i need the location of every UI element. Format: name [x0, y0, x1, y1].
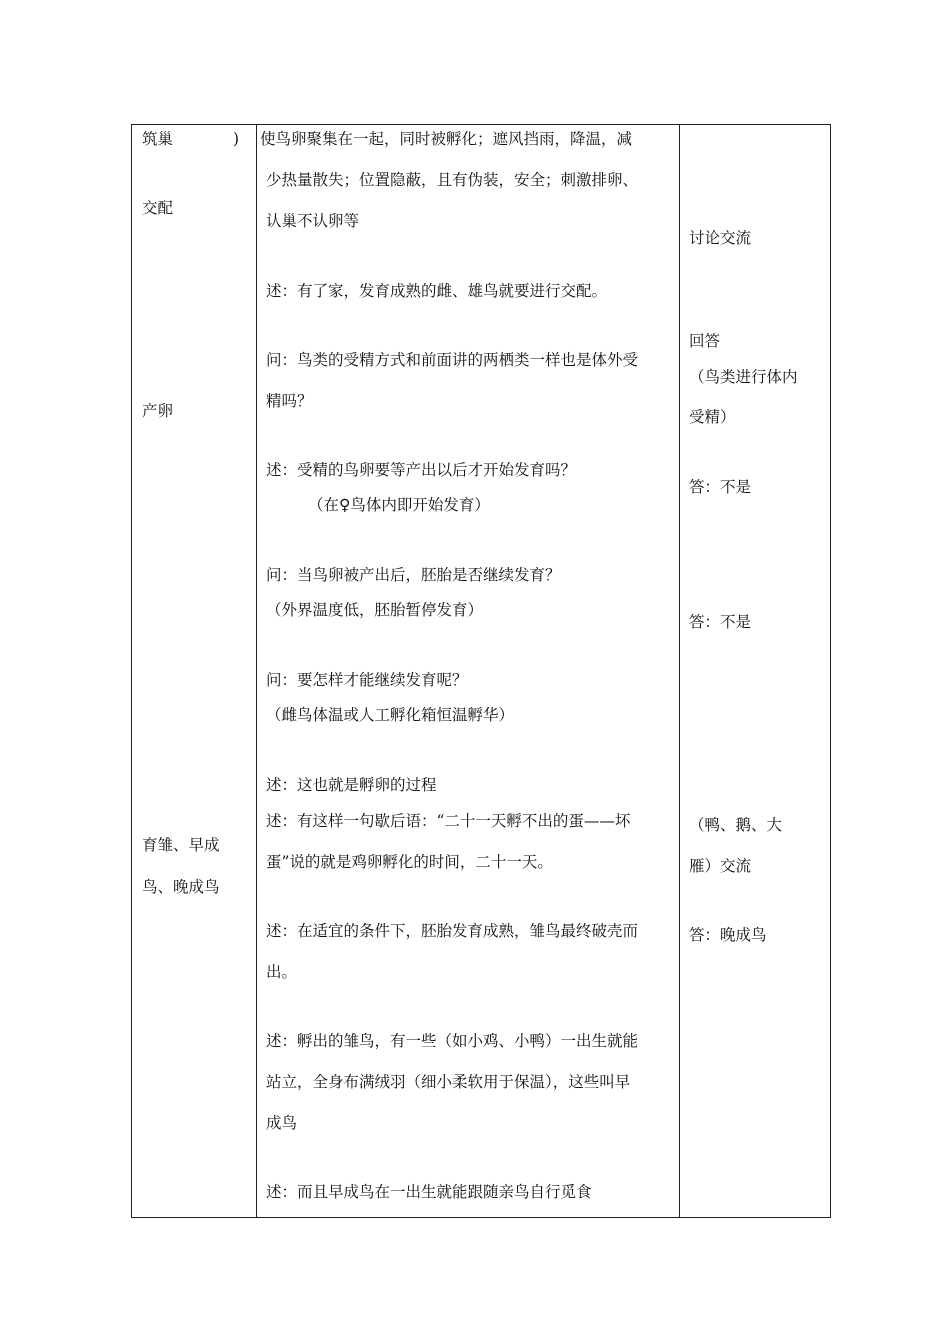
- narration-line: 问：要怎样才能继续发育呢？: [266, 671, 468, 689]
- stage-label-brooding: 鸟、晚成鸟: [142, 878, 220, 896]
- narration-line: 问：鸟类的受精方式和前面讲的两栖类一样也是体外受: [266, 351, 639, 369]
- stage-label-nest: 筑巢: [142, 130, 174, 148]
- narration-line: 成鸟: [266, 1114, 298, 1132]
- narration-line: 述：这也就是孵卵的过程: [266, 776, 437, 794]
- student-activity: 回答: [689, 332, 721, 350]
- student-activity: 答：晚成鸟: [689, 926, 767, 944]
- student-activity: （鸟类进行体内: [689, 368, 798, 386]
- narration-line: 述：有这样一句歇后语：“二十一天孵不出的蛋——坏: [266, 812, 631, 830]
- narration-line: 出。: [266, 963, 298, 981]
- student-activity: 雁）交流: [689, 857, 752, 875]
- student-activity: （鸭、鹅、大: [689, 816, 783, 834]
- narration-line: （雌鸟体温或人工孵化箱恒温孵华）: [266, 706, 515, 724]
- column-divider: [679, 125, 680, 1217]
- narration-line: （外界温度低，胚胎暂停发育）: [266, 601, 484, 619]
- column-divider: [256, 125, 257, 1217]
- stage-label-laying: 产卵: [142, 402, 174, 420]
- student-activity: 答：不是: [689, 613, 752, 631]
- narration-line: 问：当鸟卵被产出后，胚胎是否继续发育？: [266, 566, 561, 584]
- narration-line: 述：有了家，发育成熟的雌、雄鸟就要进行交配。: [266, 282, 608, 300]
- narration-line: 精吗？: [266, 392, 313, 410]
- student-activity: 答：不是: [689, 478, 752, 496]
- narration-line: （在♀鸟体内即开始发育）: [308, 496, 490, 514]
- student-activity: 受精）: [689, 408, 736, 426]
- narration-line: 蛋”说的就是鸡卵孵化的时间，二十一天。: [266, 853, 553, 871]
- stage-label-brooding: 育雏、早成: [142, 836, 220, 854]
- narration-line: 述：受精的鸟卵要等产出以后才开始发育吗？: [266, 461, 577, 479]
- narration-line: 述：在适宜的条件下，胚胎发育成熟，雏鸟最终破壳而: [266, 922, 639, 940]
- narration-line: 少热量散失；位置隐蔽，且有伪装，安全；刺激排卵、: [266, 171, 639, 189]
- student-activity: 讨论交流: [689, 229, 752, 247]
- narration-line: 认巢不认卵等: [266, 212, 360, 230]
- narration-line: 述：而且早成鸟在一出生就能跟随亲鸟自行觅食: [266, 1183, 592, 1201]
- narration-line: 站立，全身布满绒羽（细小柔软用于保温），这些叫早: [266, 1073, 631, 1091]
- stage-label-paren: ): [233, 130, 240, 148]
- stage-label-mating: 交配: [142, 199, 174, 217]
- narration-line: 使鸟卵聚集在一起，同时被孵化；遮风挡雨，降温，减: [260, 130, 633, 148]
- lesson-table: [131, 124, 831, 1218]
- narration-line: 述：孵出的雏鸟，有一些（如小鸡、小鸭）一出生就能: [266, 1032, 639, 1050]
